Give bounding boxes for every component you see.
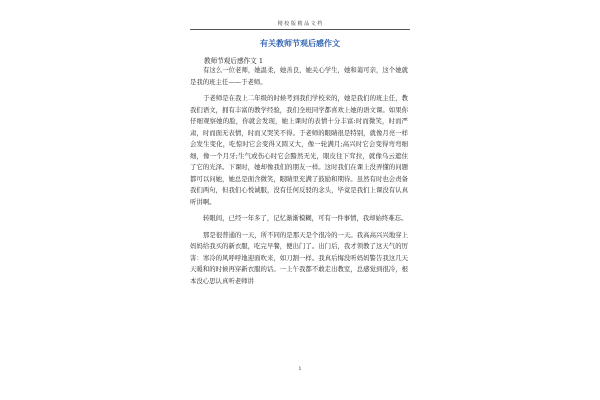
page-number: 1 — [298, 366, 302, 372]
page-header: 精 校 版 精 品 文 档 — [277, 21, 323, 27]
paragraph: 于老师是在我上二年级的时候考到我们学校来的，她是我们的班主任，教我们语文，拥有丰富的教学经验，我们全班同学都喜欢上她的语文课。如果你仔细观察她的脸，你就会发现，她上课时的表情十分丰富:时而微笑，时而严肃，时而面无表情，时而又哭笑不得。于老师的眼睛很是特别，就像月亮一样会发生变化，吃惊时它会变得又圆又大，像一轮满月;高兴时它会变得弯弯细细，像一个月牙;生气或伤心时它会黯然无光，眼皮往下耷拉，就像乌云遮住了它的光泽。下课时，她却像我们的朋友一样。这时我们在课上没弄懂的问题都可以问她，她总是面含微笑，眼睛里充满了鼓励和期待。虽然有时也会责备我们两句，但我们心悦诚服，没有任何反驳的念头，毕竟是我们上课没有认真听讲啊。 — [190, 94, 408, 206]
header-divider — [190, 29, 410, 30]
document-subtitle: 教师节观后感作文 1 — [204, 57, 264, 65]
paragraph: 转眼间，已经一年多了，记忆渐渐模糊，可有一件事情，我却始终难忘。 — [203, 214, 408, 222]
paragraph: 有这么一位老师，她温柔，她善良，她关心学生，她和蔼可亲，这个她就是我的班主任——于老师。 — [190, 66, 408, 86]
paragraph: 那是很普通的一天，所不同的是那天是个很冷的一天。我高高兴兴地穿上妈妈给我买的新衣服，吃完早餐，便出门了。出门后，我才领教了这天气的厉害：寒冷的风呼呼地迎面吹来，如刀割一样。我真后悔没听妈妈警告我这几天天暖和的时候再穿新衣服的话。一上午我都不敢走出教室，总感觉到很冷，根本没心思认真听老师讲 — [190, 230, 408, 285]
document-body — [190, 65, 408, 292]
document-title: 有关教师节观后感作文 — [260, 38, 340, 48]
